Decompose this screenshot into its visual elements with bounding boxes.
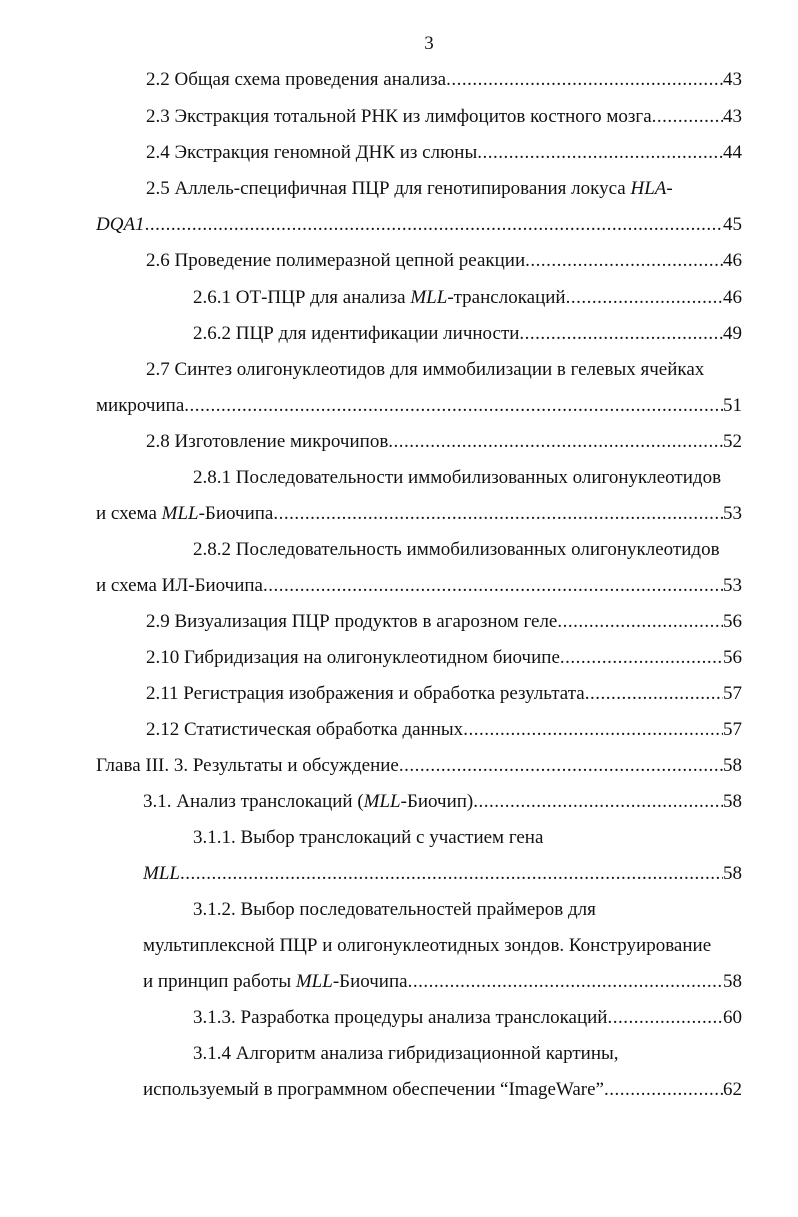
toc-entry-title: 2.8.2 Последовательность иммобилизованных олигонуклеотидов bbox=[193, 539, 720, 560]
toc-page-number: 53 bbox=[723, 575, 742, 596]
toc-entry-2-6-1 bbox=[193, 286, 742, 310]
toc-page-number: 56 bbox=[723, 647, 742, 668]
toc-entry-2-8-2-line1 bbox=[193, 538, 753, 562]
dot-leader bbox=[566, 286, 723, 310]
toc-entry-title-italic: HLA- bbox=[630, 178, 673, 199]
toc-entry-title: 2.5 Аллель-специфичная ПЦР для генотипирования локуса bbox=[146, 178, 631, 199]
toc-entry-title-italic: MLL bbox=[143, 863, 180, 884]
dot-leader bbox=[184, 394, 723, 418]
toc-entry-3-1-4-line1 bbox=[193, 1042, 753, 1066]
toc-page-number: 58 bbox=[723, 755, 742, 776]
toc-entry-title: и принцип работы MLL-Биочипа bbox=[143, 971, 408, 992]
toc-entry-title: микрочипа bbox=[96, 395, 185, 416]
toc-page-number: 62 bbox=[723, 1079, 742, 1100]
toc-entry-2-8 bbox=[146, 430, 742, 454]
toc-entry-2-5-line2 bbox=[96, 213, 742, 237]
toc-entry-2-9 bbox=[146, 610, 742, 634]
toc-entry-title: 3.1.4 Алгоритм анализа гибридизационной картины, bbox=[193, 1043, 619, 1064]
toc-entry-2-12 bbox=[146, 718, 742, 742]
toc-entry-title: 2.4 Экстракция геномной ДНК из слюны bbox=[146, 142, 478, 163]
toc-entry-title: 2.11 Регистрация изображения и обработка результата bbox=[146, 683, 585, 704]
toc-entry-title: 2.10 Гибридизация на олигонуклеотидном биочипе bbox=[146, 647, 560, 668]
toc-page-number: 51 bbox=[723, 395, 742, 416]
toc-entry-title: 2.8.1 Последовательности иммобилизованных олигонуклеотидов bbox=[193, 467, 722, 488]
toc-entry-title: и схема ИЛ-Биочипа bbox=[96, 575, 263, 596]
toc-page-number: 49 bbox=[723, 323, 742, 344]
toc-entry-3-1 bbox=[143, 790, 742, 814]
dot-leader bbox=[145, 213, 723, 237]
toc-page-number: 60 bbox=[723, 1007, 742, 1028]
toc-entry-3-1-2-line1 bbox=[193, 898, 753, 922]
dot-leader bbox=[399, 754, 723, 778]
toc-entry-3-1-4-line2 bbox=[143, 1078, 742, 1102]
toc-page-number: 56 bbox=[723, 611, 742, 632]
toc-page-number: 43 bbox=[723, 106, 742, 127]
toc-entry-title: 2.9 Визуализация ПЦР продуктов в агарозном геле bbox=[146, 611, 558, 632]
toc-entry-title: 2.7 Синтез олигонуклеотидов для иммобилизации в гелевых ячейках bbox=[146, 359, 705, 380]
dot-leader bbox=[446, 68, 723, 92]
toc-entry-2-10 bbox=[146, 646, 742, 670]
toc-entry-2-2 bbox=[146, 68, 742, 92]
toc-page-number: 57 bbox=[723, 719, 742, 740]
dot-leader bbox=[180, 862, 723, 886]
toc-entry-2-7-line2 bbox=[96, 394, 742, 418]
toc-entry-title: используемый в программном обеспечении “ImageWare” bbox=[143, 1079, 604, 1100]
toc-entry-title: мультиплексной ПЦР и олигонуклеотидных зондов. Конструирование bbox=[143, 935, 712, 956]
toc-page-number: 53 bbox=[723, 503, 742, 524]
dot-leader bbox=[607, 1006, 723, 1030]
toc-entry-3-1-2-line3 bbox=[143, 970, 742, 994]
toc-entry-3-1-1-line1 bbox=[193, 826, 753, 850]
toc-entry-title: 2.8 Изготовление микрочипов bbox=[146, 431, 389, 452]
dot-leader bbox=[519, 322, 723, 346]
toc-entry-2-8-1-line1 bbox=[193, 466, 753, 490]
toc-entry-chapter-3 bbox=[96, 754, 742, 778]
dot-leader bbox=[408, 970, 723, 994]
toc-entry-title: 2.6.1 ОТ-ПЦР для анализа MLL-транслокаций bbox=[193, 287, 566, 308]
toc-entry-title: 3.1. Анализ транслокаций (MLL-Биочип) bbox=[143, 791, 474, 812]
dot-leader bbox=[652, 105, 723, 129]
toc-entry-title: 2.3 Экстракция тотальной РНК из лимфоцитов костного мозга bbox=[146, 106, 652, 127]
toc-entry-title: 3.1.1. Выбор транслокаций с участием гена bbox=[193, 827, 544, 848]
toc-entry-2-6 bbox=[146, 249, 742, 273]
toc-entry-title: 2.6.2 ПЦР для идентификации личности bbox=[193, 323, 520, 344]
toc-page-number: 57 bbox=[723, 683, 742, 704]
toc-entry-2-3 bbox=[146, 105, 742, 129]
toc-entry-title: 3.1.3. Разработка процедуры анализа транслокаций bbox=[193, 1007, 608, 1028]
toc-entry-2-4 bbox=[146, 141, 742, 165]
toc-page-number: 58 bbox=[723, 863, 742, 884]
dot-leader bbox=[473, 790, 723, 814]
toc-entry-3-1-3 bbox=[193, 1006, 742, 1030]
toc-entry-title: 3.1.2. Выбор последовательностей праймеров для bbox=[193, 899, 596, 920]
toc-entry-3-1-1-line2 bbox=[143, 862, 742, 886]
toc-entry-3-1-2-line2 bbox=[143, 934, 763, 958]
toc-page-number: 44 bbox=[723, 142, 742, 163]
dot-leader bbox=[604, 1078, 723, 1102]
toc-entry-title-italic: DQA1 bbox=[96, 214, 145, 235]
dot-leader bbox=[463, 718, 723, 742]
toc-page-number: 52 bbox=[723, 431, 742, 452]
toc-entry-2-6-2 bbox=[193, 322, 742, 346]
dot-leader bbox=[585, 682, 723, 706]
toc-entry-title: и схема MLL-Биочипа bbox=[96, 503, 274, 524]
dot-leader bbox=[263, 574, 723, 598]
toc-entry-2-8-2-line2 bbox=[96, 574, 742, 598]
toc-entry-title: 2.2 Общая схема проведения анализа bbox=[146, 69, 447, 90]
toc-entry-2-8-1-line2 bbox=[96, 502, 742, 526]
toc-entry-title: Глава III. 3. Результаты и обсуждение bbox=[96, 755, 399, 776]
toc-entry-2-7-line1 bbox=[146, 358, 746, 382]
page-number: 3 bbox=[424, 33, 434, 54]
toc-entry-title: 2.6 Проведение полимеразной цепной реакции bbox=[146, 250, 526, 271]
dot-leader bbox=[525, 249, 723, 273]
toc-entry-2-5-line1 bbox=[146, 177, 742, 201]
dot-leader bbox=[477, 141, 723, 165]
toc-page-number: 45 bbox=[723, 214, 742, 235]
toc-entry-title: 2.12 Статистическая обработка данных bbox=[146, 719, 464, 740]
toc-page-number: 58 bbox=[723, 971, 742, 992]
toc-page-number: 58 bbox=[723, 791, 742, 812]
toc-page-number: 46 bbox=[723, 287, 742, 308]
toc-page-number: 46 bbox=[723, 250, 742, 271]
toc-page-number: 43 bbox=[723, 69, 742, 90]
dot-leader bbox=[557, 610, 723, 634]
toc-entry-2-11 bbox=[146, 682, 742, 706]
dot-leader bbox=[388, 430, 723, 454]
dot-leader bbox=[273, 502, 723, 526]
dot-leader bbox=[560, 646, 723, 670]
